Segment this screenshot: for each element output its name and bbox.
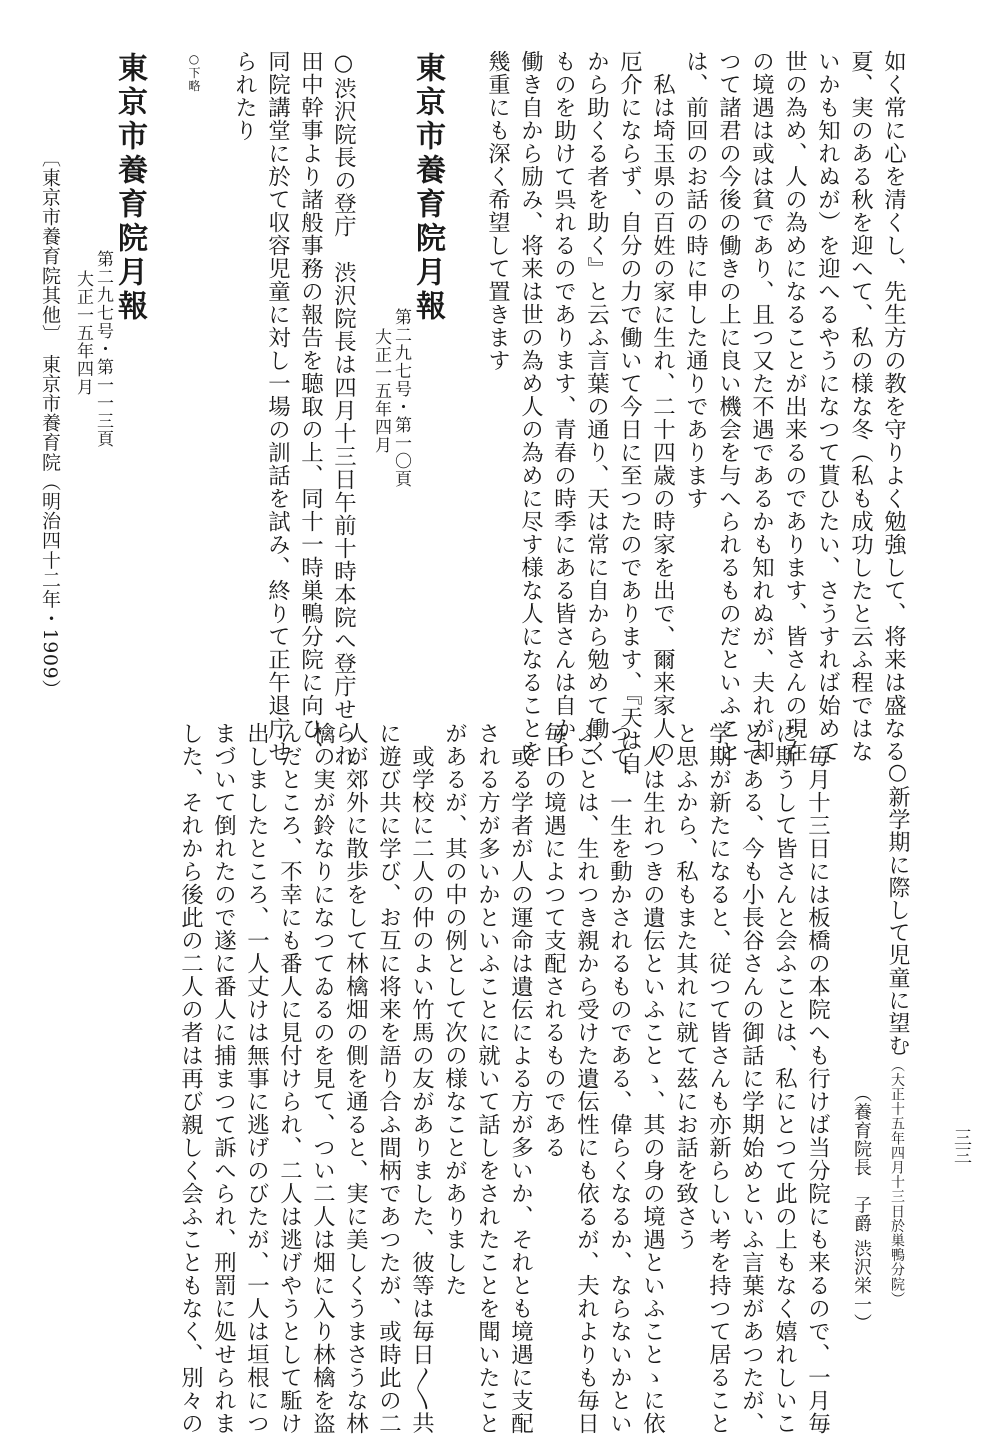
- text-line: まづいて倒れたので遂に番人に捕まつて訴へられ、刑罰に処せられま: [210, 722, 237, 1435]
- text-line: があるが、其の中の例として次の様なことがありました: [441, 722, 468, 1297]
- text-line: 或る学者が人の運命は遺伝による方が多いか、それとも境遇に支配: [507, 722, 534, 1435]
- source-issue: 第二九七号・第一一三頁: [93, 250, 113, 448]
- omission-note: ○下略: [187, 52, 201, 92]
- text-line: 田中幹事より諸般事務の報告を聴取の上、同十一時巣鴨分院に向ひ、: [297, 50, 324, 763]
- citation: 〔東京市養育院其他〕 東京市養育院（明治四十二年・1909）: [39, 148, 61, 699]
- text-line: ものを助けて呉れるのであります、青春の時季にある皆さんは自から: [550, 50, 577, 763]
- text-line: いかも知れぬが）を迎へるやうになつて貰ひたい、さうすれば始めて: [814, 50, 841, 763]
- text-line: 同院講堂に於て収容児童に対し一場の訓話を試み、終りて正午退庁せ: [264, 50, 291, 763]
- text-line: つて、一生を動かされるものである、偉らくなるか、ならないかとい: [606, 722, 633, 1435]
- text-line: ○渋沢院長の登庁 渋沢院長は四月十三日午前十時本院へ登庁せられ: [330, 50, 357, 767]
- text-line: つて諸君の今後の働きの上に良い機会を与へられるものだといふこと: [715, 50, 742, 763]
- text-line: られたり: [231, 50, 258, 142]
- text-line: 出しましたところ、一人丈けは無事に逃げのびたが、一人は垣根につ: [243, 722, 270, 1435]
- article-subnote: （大正十五年四月十三日於巣鴨分院）: [889, 1058, 905, 1307]
- text-line: 働き自から励み、将来は世の為め人の為めに尽す様な人になることを: [517, 50, 544, 763]
- text-line: 夏、実のある秋を迎へて、私の様な冬（私も成功したと云ふ程ではな: [847, 50, 874, 763]
- text-line: 如く常に心を清くし、先生方の教を守りよく勉強して、将来は盛なる: [880, 50, 907, 763]
- text-line: に斯うして皆さんと会ふことは、私にとつて此の上もなく嬉れしいこ: [771, 722, 798, 1435]
- text-line: 毎月十三日には板橋の本院へも行けば当分院にも来るので、一月毎: [804, 722, 831, 1435]
- source-date: 大正一五年四月: [371, 328, 391, 454]
- text-line: んだところ、不幸にも番人に見付けられ、二人は逃げやうとして駈け: [276, 722, 303, 1435]
- text-line: とである、今も小長谷さんの御話に学期始めといふ言葉があつたが、: [738, 722, 765, 1435]
- source-date: 大正一五年四月: [73, 270, 93, 396]
- page-number: 三三: [951, 1128, 972, 1164]
- text-line: 厄介にならず、自分の力で働いて今日に至つたのであります、『天は自: [616, 50, 643, 775]
- text-line: される方が多いかといふことに就いて話しをされたことを聞いたこと: [474, 722, 501, 1435]
- text-line: の境遇は或は貧であり、且つ又た不遇であるかも知れぬが、夫れが却: [748, 50, 775, 763]
- source-issue: 第二九七号・第一〇頁: [391, 308, 411, 488]
- text-line: 人は生れつきの遺伝といふことゝ、其の身の境遇といふことゝに依: [639, 722, 666, 1435]
- text-line: した、それから後此の二人の者は再び親しく会ふこともなく、別々の: [177, 722, 204, 1435]
- text-line: から助くる者を助く』と云ふ言葉の通り、天は常に自から勉めて働く: [583, 50, 610, 763]
- text-line: は、前回のお話の時に申した通りであります: [682, 50, 709, 510]
- text-line: 毎日の境遇によつて支配されるものである: [540, 722, 567, 1159]
- text-line: 学期が新たになると、従つて皆さんも亦新らしい考を持つて居ること: [705, 722, 732, 1435]
- text-line: 或学校に二人の仲のよい竹馬の友がありました、彼等は毎日〳〵共: [408, 722, 435, 1435]
- text-line: 世の為め、人の為めになることが出来るのであります、皆さんの現在: [781, 50, 808, 763]
- text-line: に遊び共に学び、お互に将来を語り合ふ間柄であつたが、或時此の二: [375, 722, 402, 1435]
- source-title: 東京市養育院月報: [112, 52, 147, 324]
- text-line: 人が郊外に散歩をして林檎畑の側を通ると、実に美しくうまさうな林: [342, 722, 369, 1435]
- article-heading: ○新学期に際して児童に望む: [885, 760, 910, 1057]
- source-title: 東京市養育院月報: [410, 52, 445, 324]
- text-line: 私は埼玉県の百姓の家に生れ、二十四歳の時家を出で、爾来家人の: [649, 50, 676, 763]
- text-line: ふことは、生れつき親から受けた遺伝性にも依るが、夫れよりも毎日: [573, 722, 600, 1435]
- article-author: （養育院長 子爵 渋沢栄一）: [851, 1084, 872, 1333]
- text-line: と思ふから、私もまた其れに就て茲にお話を致さう: [672, 722, 699, 1251]
- text-line: 幾重にも深く希望して置きます: [484, 50, 511, 372]
- text-line: 檎の実が鈴なりになつてゐるのを見て、つい二人は畑に入り林檎を盗: [309, 722, 336, 1435]
